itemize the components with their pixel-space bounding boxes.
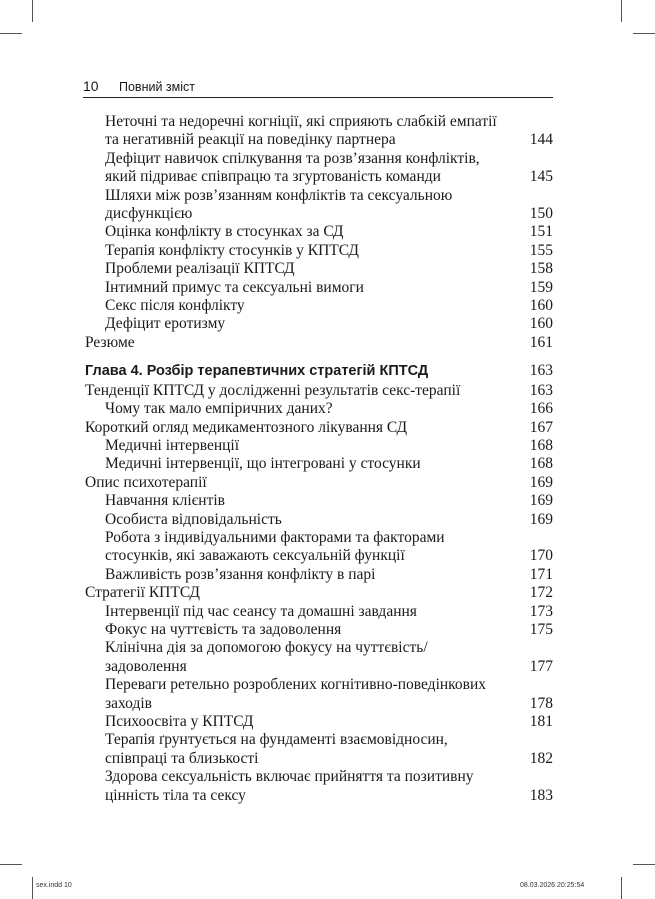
toc-entry-page: 168 <box>529 436 553 454</box>
toc-entry-title: Короткий огляд медикаментозного лікування СД <box>85 418 408 436</box>
toc-entry-title: Робота з індивідуальними факторами та факторами стосунків, які заважають сексуальній функції <box>105 528 445 565</box>
toc-entry-page: 159 <box>529 278 553 296</box>
toc-entry-page: 150 <box>529 205 553 223</box>
toc-entry <box>85 223 553 241</box>
toc-entry-page: 155 <box>529 241 553 259</box>
toc-entry <box>85 529 553 566</box>
toc-entry-page: 172 <box>529 584 553 602</box>
toc-entry <box>85 297 553 315</box>
toc-entry-title: Навчання клієнтів <box>105 492 225 510</box>
toc-entry <box>85 187 553 224</box>
footer-file: sex.indd 10 <box>36 882 72 889</box>
toc-entry-title: Неточні та недоречні когніції, які сприяють слабкій емпатії та негативній реакції на поведінку партнера <box>105 113 497 149</box>
toc-entry-page: 183 <box>529 786 553 804</box>
toc-entry <box>85 437 553 455</box>
toc-entry-title: Чому так мало емпіричних даних? <box>105 400 333 418</box>
toc-entry <box>85 260 553 278</box>
toc-entry-page: 181 <box>529 713 553 730</box>
toc-entry <box>85 382 553 400</box>
toc-entry-title: Особиста відповідальність <box>105 510 282 528</box>
toc-entry <box>85 315 553 333</box>
toc-entry-page: 163 <box>529 362 553 380</box>
toc-entry-title: Тенденції КПТСД у дослідженні результатів секс-терапії <box>85 381 461 399</box>
toc-entry-page: 169 <box>529 473 553 491</box>
crop-mark <box>633 864 655 865</box>
toc-entry-title: Шляхи між розв’язанням конфліктів та сексуальною дисфункцією <box>105 186 453 223</box>
toc-entry-page: 160 <box>529 297 553 315</box>
toc-entry-page: 177 <box>529 657 553 675</box>
toc-entry-title: Медичні інтервенції, що інтегровані у стосунки <box>105 455 421 473</box>
toc-entry-page: 175 <box>529 620 553 638</box>
toc-entry <box>85 731 553 768</box>
toc-entry-title: Глава 4. Розбір терапевтичних стратегій КПТСД <box>85 363 429 380</box>
toc-entry <box>85 419 553 437</box>
toc-entry-title: Важливість розв’язання конфлікту в парі <box>105 565 376 583</box>
toc-entry-page: 163 <box>529 381 553 399</box>
toc-entry <box>85 584 553 602</box>
toc-entry-title: Фокус на чуттєвість та задоволення <box>105 620 342 638</box>
toc-entry-title: Інтервенції під час сеансу та домашні завдання <box>105 602 417 620</box>
toc-entry-title: Терапія ґрунтується на фундаменті взаємовідносин, співпраці та близькості <box>105 731 448 767</box>
toc-entry <box>85 713 553 731</box>
page-number: 10 <box>83 78 99 94</box>
table-of-contents <box>85 113 553 805</box>
toc-entry <box>85 492 553 510</box>
toc-entry <box>85 676 553 713</box>
header-rule <box>83 97 553 98</box>
toc-entry-page: 168 <box>529 455 553 473</box>
toc-entry <box>85 768 553 805</box>
toc-entry-page: 169 <box>529 510 553 528</box>
toc-entry-title: Секс після конфлікту <box>105 297 245 315</box>
toc-entry-title: Оцінка конфлікту в стосунках за СД <box>105 223 344 241</box>
toc-entry <box>85 621 553 639</box>
footer-timestamp: 08.03.2026 20:25:54 <box>520 882 585 889</box>
crop-mark <box>621 877 622 899</box>
toc-entry-page: 160 <box>529 315 553 333</box>
toc-entry <box>85 113 553 150</box>
toc-entry-title: Опис психотерапії <box>85 473 207 491</box>
toc-entry-page: 158 <box>529 260 553 278</box>
toc-entry-title: Проблеми реалізації КПТСД <box>105 260 295 278</box>
crop-mark <box>0 33 22 34</box>
toc-entry <box>85 150 553 187</box>
toc-entry-page: 166 <box>529 400 553 418</box>
toc-entry-page: 145 <box>529 168 553 186</box>
crop-mark <box>32 877 33 899</box>
toc-entry <box>85 566 553 584</box>
toc-entry-title: Дефіцит навичок спілкування та розв’язання конфліктів, який підриває співпрацю та згуртованість команди <box>105 149 480 186</box>
toc-entry-page: 182 <box>529 749 553 767</box>
toc-entry-title: Переваги ретельно розроблених когнітивно-поведінкових заходів <box>105 676 487 712</box>
toc-entry-page: 171 <box>529 565 553 583</box>
toc-entry-title: Резюме <box>85 333 135 351</box>
toc-entry <box>85 511 553 529</box>
toc-entry <box>85 279 553 297</box>
toc-entry <box>85 455 553 473</box>
toc-entry <box>85 334 553 352</box>
toc-entry-page: 161 <box>529 333 553 351</box>
toc-entry-page: 170 <box>529 547 553 565</box>
toc-entry-title: Здорова сексуальність включає прийняття та позитивну цінність тіла та сексу <box>105 768 474 804</box>
toc-entry-page: 144 <box>529 131 553 149</box>
crop-mark <box>0 864 22 865</box>
crop-mark <box>32 0 33 22</box>
toc-entry-page: 167 <box>529 418 553 436</box>
toc-entry-title: Дефіцит еротизму <box>105 315 226 333</box>
toc-entry-title: Терапія конфлікту стосунків у КПТСД <box>105 241 359 259</box>
toc-entry-page: 169 <box>529 492 553 510</box>
toc-entry-title: Стратегії КПТСД <box>85 584 200 602</box>
crop-mark <box>633 33 655 34</box>
toc-entry-title: Психоосвіта у КПТСД <box>105 713 254 730</box>
toc-entry-page: 173 <box>529 602 553 620</box>
toc-entry <box>85 639 553 676</box>
running-title: Повний зміст <box>119 80 195 94</box>
toc-entry <box>85 242 553 260</box>
toc-entry-title: Інтимний примус та сексуальні вимоги <box>105 278 364 296</box>
toc-entry <box>85 400 553 418</box>
toc-chapter-entry <box>85 362 553 380</box>
toc-entry <box>85 474 553 492</box>
toc-entry-page: 178 <box>529 694 553 712</box>
toc-entry-title: Медичні інтервенції <box>105 436 240 454</box>
toc-entry <box>85 603 553 621</box>
toc-entry-page: 151 <box>529 223 553 241</box>
crop-mark <box>621 0 622 22</box>
toc-entry-title: Клінічна дія за допомогою фокусу на чуттєвість/задоволення <box>105 639 428 675</box>
running-header <box>83 78 553 98</box>
